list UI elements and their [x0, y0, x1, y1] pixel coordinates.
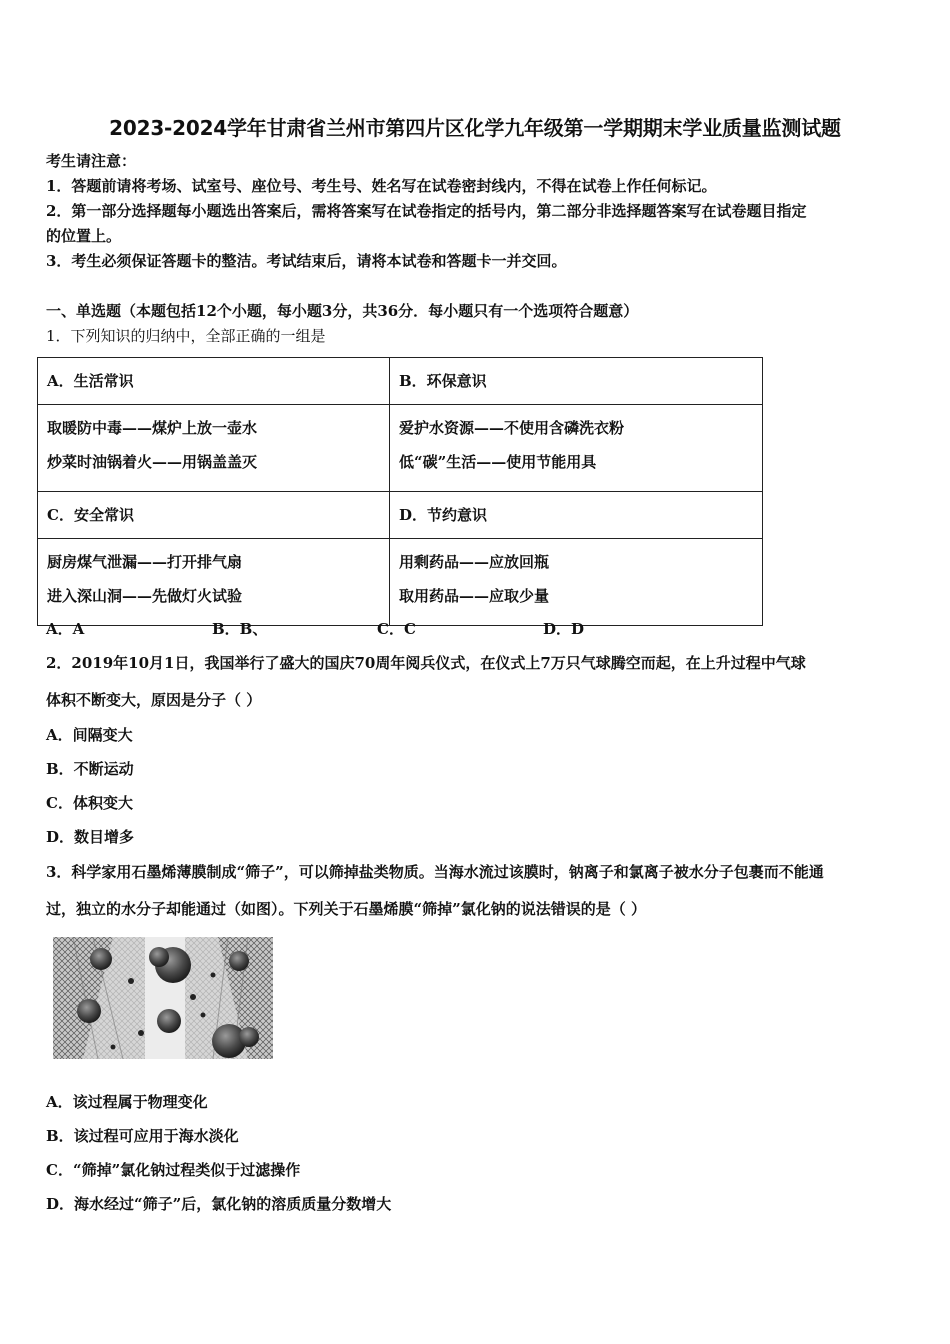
notice-item-2: 2．第一部分选择题每小题选出答案后，需将答案写在试卷指定的括号内，第二部分非选择题答案写在试卷题目指定 [46, 202, 807, 220]
q2-option-d: D．数目增多 [46, 828, 135, 846]
table-line: 进入深山洞——先做灯火试验 [47, 587, 243, 605]
notice-item-1: 1．答题前请将考场、试室号、座位号、考生号、姓名写在试卷密封线内，不得在试卷上作任何标记。 [46, 177, 717, 195]
table-cell-c-head: C．安全常识 [38, 492, 390, 539]
table-line: 炒菜时油锅着火——用锅盖盖灭 [47, 453, 258, 471]
q3-option-b: B．该过程可应用于海水淡化 [46, 1127, 239, 1145]
q2-option-c: C．体积变大 [46, 794, 133, 812]
table-line: 厨房煤气泄漏——打开排气扇 [47, 553, 243, 571]
section-heading: 一、单选题（本题包括12个小题，每小题3分，共36分．每小题只有一个选项符合题意） [46, 302, 639, 320]
q1-option-d: D．D [543, 620, 585, 638]
q2-option-b: B．不断运动 [46, 760, 134, 778]
table-line: 取用药品——应取少量 [399, 587, 550, 605]
q1-option-b: B．B、 [212, 620, 268, 638]
question-3-stem-cont: 过，独立的水分子却能通过（如图）。下列关于石墨烯膜“筛掉”氯化钠的说法错误的是（ ） [46, 900, 646, 918]
table-line: 用剩药品——应放回瓶 [399, 553, 550, 571]
notice-heading: 考生请注意： [46, 152, 137, 170]
table-line: 低“碳”生活——使用节能用具 [399, 453, 597, 471]
table-cell-c-body [38, 539, 390, 626]
q3-option-d: D．海水经过“筛子”后，氯化钠的溶质质量分数增大 [46, 1195, 392, 1213]
q1-option-a: A．A [46, 620, 85, 638]
q2-option-a: A．间隔变大 [46, 726, 133, 744]
question-3-stem: 3．科学家用石墨烯薄膜制成“筛子”，可以筛掉盐类物质。当海水流过该膜时，钠离子和氯离子被水分子包裹而不能通 [46, 863, 824, 881]
table-cell-b-head: B．环保意识 [390, 358, 763, 405]
page-title: 2023-2024学年甘肃省兰州市第四片区化学九年级第一学期期末学业质量监测试题 [109, 116, 841, 140]
q3-option-c: C．“筛掉”氯化钠过程类似于过滤操作 [46, 1161, 301, 1179]
notice-item-3: 3．考生必须保证答题卡的整洁。考试结束后，请将本试卷和答题卡一并交回。 [46, 252, 567, 270]
table-line: 爱护水资源——不使用含磷洗衣粉 [399, 419, 625, 437]
table-cell-d-body [390, 539, 763, 626]
graphene-membrane-image [53, 937, 273, 1059]
table-cell-a-body [38, 405, 390, 492]
question-1-stem: 1．下列知识的归纳中，全部正确的一组是 [46, 327, 326, 345]
question-2-stem-cont: 体积不断变大，原因是分子（ ） [46, 691, 262, 709]
table-cell-d-head: D．节约意识 [390, 492, 763, 539]
q1-option-c: C．C [377, 620, 416, 638]
table-line: 取暖防中毒——煤炉上放一壶水 [47, 419, 258, 437]
knowledge-table [37, 357, 763, 626]
question-2-stem: 2．2019年10月1日，我国举行了盛大的国庆70周年阅兵仪式，在仪式上7万只气球腾空而起，在上升过程中气球 [46, 654, 806, 672]
table-cell-b-body [390, 405, 763, 492]
q3-option-a: A．该过程属于物理变化 [46, 1093, 208, 1111]
notice-item-2-cont: 的位置上。 [46, 227, 122, 245]
table-cell-a-head: A．生活常识 [38, 358, 390, 405]
